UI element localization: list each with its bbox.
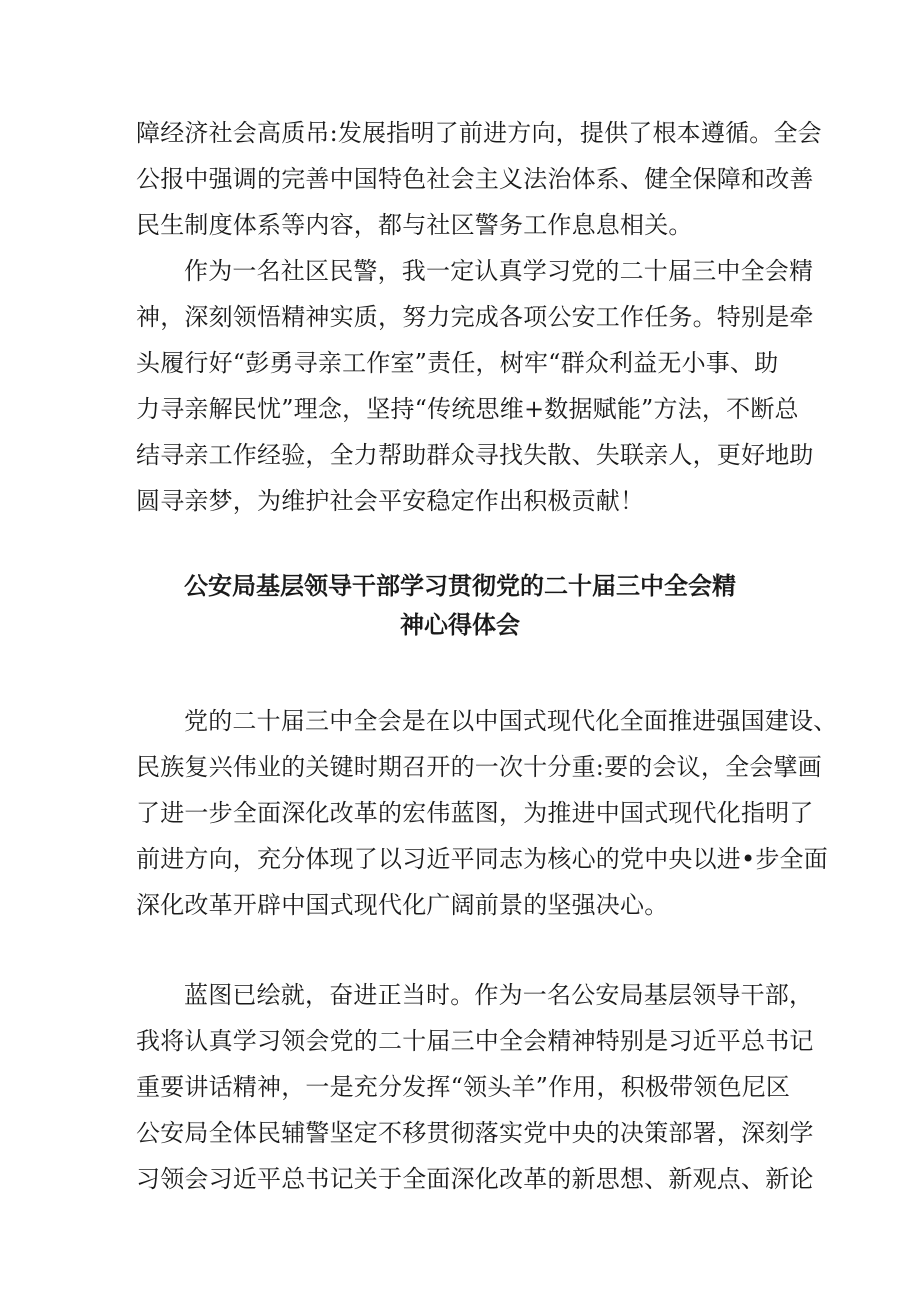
paragraph-line: 深化改革开辟中国式现代化广阔前景的坚强决心。 [136,891,669,919]
paragraph-line: 民生制度体系等内容，都与社区警务工作息息相关。 [136,211,693,239]
paragraph-line: 公安局全体民辅警坚定不移贯彻落实党中央的决策部署，深刻学 [136,1119,814,1147]
paragraph-line: 公报中强调的完善中国特色社会主义法治体系、健全保障和改善 [136,165,814,193]
paragraph-line: 神，深刻领悟精神实质，努力完成各项公安工作任务。特别是牵 [136,303,814,331]
paragraph-line: 重要讲话精神，一是充分发挥“领头羊”作用，积极带领色尼区 [136,1073,791,1101]
paragraph-line: 障经济社会高质吊:发展指明了前进方向，提供了根本遵循。全会 [136,119,822,147]
paragraph-line: 作为一名社区民警，我一定认真学习党的二十届三中全会精 [184,257,814,285]
paragraph-line: 头履行好“彭勇寻亲工作室”责任，树牢“群众利益无小事、助 [136,349,779,377]
paragraph-line: 我将认真学习领会党的二十届三中全会精神特别是习近平总书记 [136,1027,814,1055]
article-title-line-1: 公安局基层领导干部学习贯彻党的二十届三中全会精 [184,572,736,600]
paragraph-line: 习领会习近平总书记关于全面深化改革的新思想、新观点、新论 [136,1165,814,1193]
paragraph-line: 党的二十届三中全会是在以中国式现代化全面推进强国建设、 [184,707,838,735]
paragraph-line: 蓝图已绘就，奋进正当时。作为一名公安局基层领导干部， [184,981,814,1009]
paragraph-line: 圆寻亲梦，为维护社会平安稳定作出积极贡献！ [136,487,645,515]
paragraph-line: 前进方向，充分体现了以习近平同志为核心的党中央以进•步全面 [136,845,828,873]
article-title-line-2: 神心得体会 [400,611,520,639]
paragraph-line: 民族复兴伟业的关键时期召开的一次十分重:要的会议，全会擘画 [136,753,822,781]
paragraph-line: 力寻亲解民忧”理念，坚持“传统思维+数据赋能”方法，不断总 [136,395,799,423]
paragraph-line: 了进一步全面深化改革的宏伟蓝图，为推进中国式现代化指明了 [136,799,814,827]
paragraph-line: 结寻亲工作经验，全力帮助群众寻找失散、失联亲人，更好地助 [136,441,814,469]
